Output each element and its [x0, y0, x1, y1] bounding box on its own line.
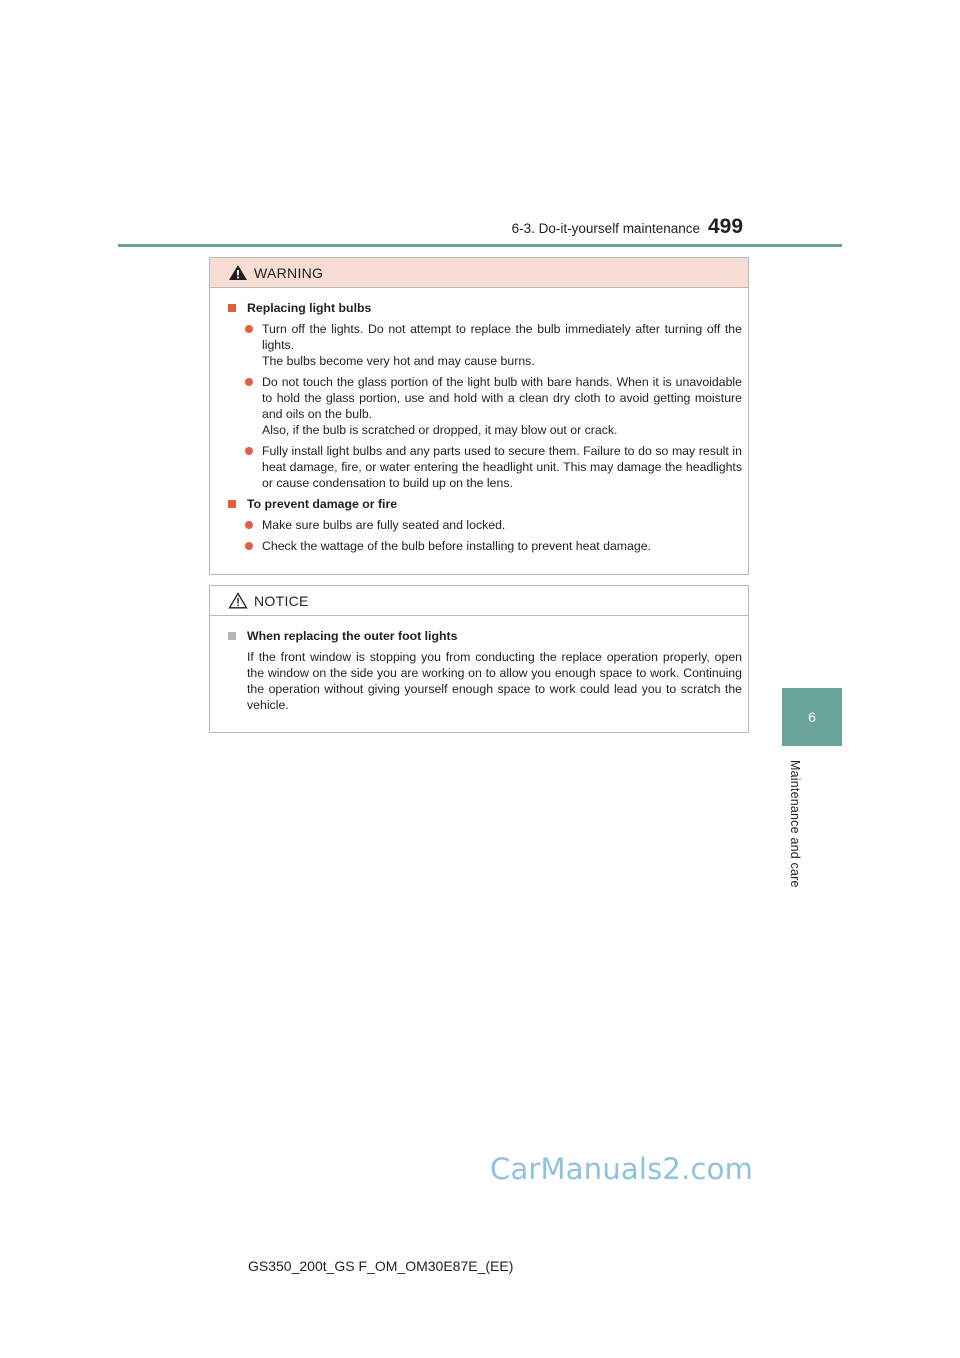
- square-bullet-icon: [228, 500, 236, 508]
- square-bullet-icon: [228, 632, 236, 640]
- list-item: Do not touch the glass portion of the light bulb with bare hands. When it is unavoidable to hold the glass portion, use and hold with a clean dry cloth to avoid getting moisture and oils on the bulb. Also, if the bulb is scratched or dropped, it may blow out or crack.: [228, 374, 742, 438]
- header-divider: [118, 244, 842, 247]
- notice-title: NOTICE: [254, 592, 309, 609]
- notice-text: If the front window is stopping you from conducting the replace operation properly, open the window on the side you are working on to allow you enough space to work. Continuing the operation without giving yourself enough space to work could lead you to scratch the vehicle.: [247, 650, 742, 712]
- notice-box: [209, 585, 749, 733]
- list-item: Make sure bulbs are fully seated and locked.: [228, 517, 742, 533]
- notice-header: [210, 586, 748, 616]
- list-item: Fully install light bulbs and any parts used to secure them. Failure to do so may result in heat damage, fire, or water entering the headlight unit. This may damage the headlights or cause condensation to build up on the lens.: [228, 443, 742, 491]
- warning-body: [210, 288, 748, 554]
- warning-header: [210, 258, 748, 288]
- notice-body: [210, 616, 748, 713]
- page-number: 499: [708, 215, 744, 238]
- square-bullet-icon: [228, 304, 236, 312]
- chapter-tab[interactable]: [782, 688, 842, 746]
- section-title: 6-3. Do-it-yourself maintenance: [511, 221, 700, 236]
- notice-heading: When replacing the outer foot lights: [228, 628, 742, 644]
- warning-triangle-icon: [228, 264, 248, 281]
- bullet-dot-icon: [245, 325, 253, 333]
- bullet-dot-icon: [245, 378, 253, 386]
- warning-title: WARNING: [254, 264, 324, 281]
- list-item: Check the wattage of the bulb before installing to prevent heat damage.: [228, 538, 742, 554]
- caution-triangle-icon: [228, 592, 248, 609]
- warning-heading-fire: To prevent damage or fire: [228, 496, 742, 512]
- chapter-label: Maintenance and care: [788, 760, 802, 888]
- list-item: Turn off the lights. Do not attempt to replace the bulb immediately after turning off the lights. The bulbs become very hot and may cause burns.: [228, 321, 742, 369]
- chapter-number: 6: [808, 709, 816, 725]
- warning-box: [209, 257, 749, 575]
- bullet-dot-icon: [245, 542, 253, 550]
- document-code: GS350_200t_GS F_OM_OM30E87E_(EE): [248, 1258, 514, 1274]
- watermark-logo: CarManuals2.com: [490, 1152, 754, 1186]
- bullet-dot-icon: [245, 447, 253, 455]
- warning-heading-bulbs: Replacing light bulbs: [228, 300, 742, 316]
- bullet-dot-icon: [245, 521, 253, 529]
